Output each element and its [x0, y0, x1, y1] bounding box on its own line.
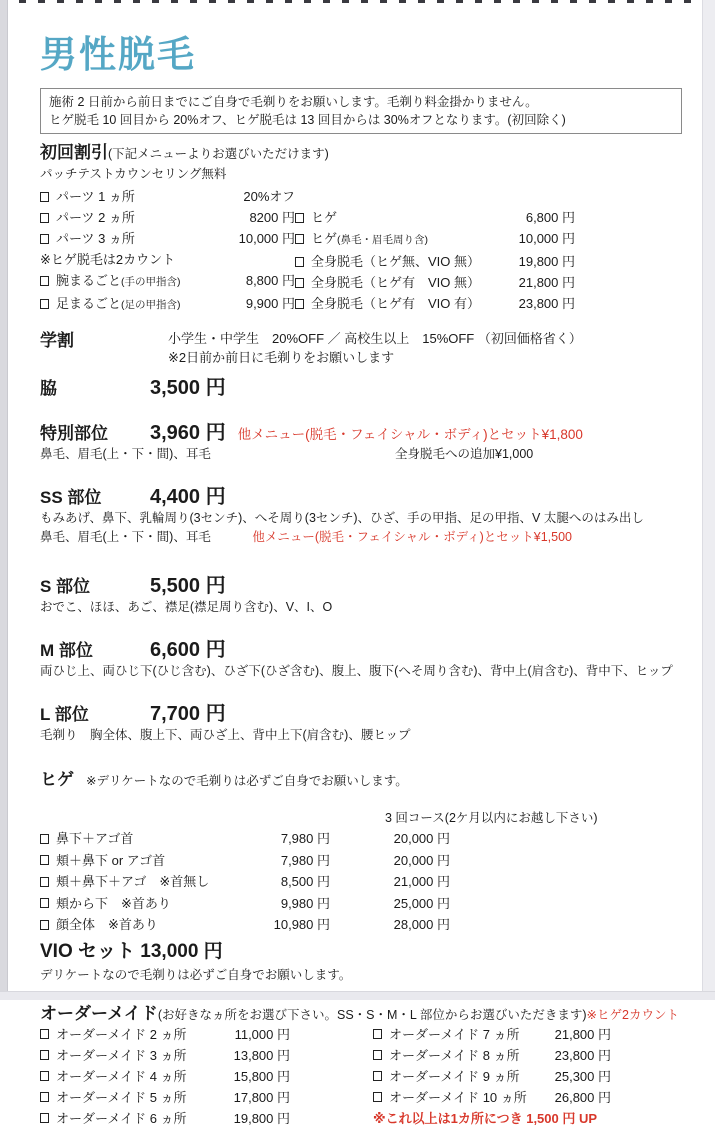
- scan-top-perforation: [0, 0, 715, 3]
- scan-right-edge: [702, 0, 715, 1000]
- section-name: 初回割引: [40, 143, 108, 162]
- item-price: 13,800 円: [233, 1047, 290, 1063]
- section-heading-note: (お好きなヵ所をお選び下さい。SS・S・M・L 部位からお選びいただきます): [157, 1007, 587, 1022]
- item-price: 17,800 円: [233, 1089, 290, 1105]
- checkbox-icon: [40, 877, 49, 887]
- item-price: 10,000 円: [238, 231, 295, 246]
- section-price: 6,600 円: [150, 639, 226, 661]
- checkbox-icon: [40, 299, 49, 309]
- ordermade-left-column: [40, 1024, 290, 1129]
- menu-item-row: [40, 207, 295, 228]
- first-visit-heading: [40, 138, 682, 163]
- set-discount-note: 他メニュー(脱毛・フェイシャル・ボディ)とセット¥1,500: [252, 530, 572, 544]
- menu-item-row: [40, 1045, 290, 1066]
- checkbox-icon: [295, 234, 304, 244]
- extra-charge-note: ※これ以上は1カ所につき 1,500 円 UP: [373, 1110, 598, 1126]
- item-label: パーツ 1 ヵ所: [56, 189, 135, 204]
- section-name: 学割: [40, 331, 74, 350]
- hige-section: [40, 765, 682, 936]
- item-price: 19,800 円: [518, 254, 575, 269]
- item-price: 9,900 円: [245, 296, 295, 311]
- ordermade-right-column: [373, 1024, 611, 1129]
- student-discount-note: ※2日前か前日に毛剃りをお願いします: [168, 350, 395, 365]
- item-label: オーダーメイド 7 ヵ所: [389, 1026, 520, 1042]
- item-label: 頬から下 ※首あり: [56, 895, 171, 911]
- first-visit-right-column: [295, 207, 575, 316]
- vio-heading: VIO セット 13,000 円: [40, 940, 223, 962]
- section-price: 5,500 円: [150, 575, 226, 597]
- menu-item-row: [40, 1066, 290, 1087]
- item-label: オーダーメイド 3 ヵ所: [56, 1047, 187, 1063]
- section-name: L 部位: [40, 705, 89, 724]
- item-label: パーツ 2 ヵ所: [56, 210, 135, 225]
- checkbox-icon: [295, 299, 304, 309]
- checkbox-icon: [40, 920, 49, 930]
- menu-item-row: [40, 293, 295, 316]
- item-sublabel: (手の甲指含): [121, 276, 181, 288]
- menu-item-row: [40, 1108, 290, 1129]
- item-price: 8200 円: [249, 210, 295, 225]
- item-course-price: 21,000 円: [393, 874, 450, 889]
- menu-item-row: [295, 228, 575, 251]
- course-column-header: 3 回コース(2ケ月以内にお越し下さい): [385, 811, 598, 825]
- checkbox-icon: [373, 1092, 382, 1102]
- section-description: おでこ、ほほ、あご、襟足(襟足周り含む)、V、I、O: [40, 600, 333, 614]
- scan-left-edge: [0, 0, 8, 1000]
- section-name: S 部位: [40, 577, 91, 596]
- section-name: 特別部位: [40, 424, 108, 443]
- student-discount-section: [40, 326, 682, 367]
- item-price: 9,980 円: [280, 895, 330, 911]
- checkbox-icon: [40, 1113, 49, 1123]
- checkbox-icon: [40, 834, 49, 844]
- fullbody-add-note: 全身脱毛への追加¥1,000: [395, 447, 534, 461]
- item-course-price: 20,000 円: [393, 831, 450, 846]
- item-label: 頬＋鼻下 or アゴ首: [56, 852, 166, 868]
- item-price: 7,980 円: [280, 831, 330, 846]
- section-description: 両ひじ上、両ひじ下(ひじ含む)、ひざ下(ひざ含む)、腹上、腹下(へそ周り含む)、背中上(肩含む)、背中下、ヒップ: [40, 664, 673, 678]
- hige-price-table: [40, 808, 682, 936]
- item-price: 20%オフ: [243, 189, 295, 204]
- item-price: 11,000 円: [234, 1026, 290, 1042]
- menu-item-row: [373, 1066, 611, 1087]
- checkbox-icon: [40, 1029, 49, 1039]
- item-label: オーダーメイド 4 ヵ所: [56, 1068, 187, 1084]
- item-label: オーダーメイド 5 ヵ所: [56, 1089, 187, 1105]
- section-price: 3,500 円: [150, 377, 226, 399]
- item-course-price: 25,000 円: [393, 895, 450, 911]
- menu-item-row: [373, 1087, 611, 1108]
- item-label: 鼻下＋アゴ首: [56, 831, 134, 846]
- item-sublabel: (鼻毛・眉毛周り含): [337, 234, 429, 246]
- item-label: 足まるごと: [56, 296, 122, 311]
- item-label: 頬＋鼻下＋アゴ ※首無し: [56, 874, 210, 889]
- special-parts-section: [40, 416, 682, 464]
- checkbox-icon: [373, 1050, 382, 1060]
- item-label: 顔全体 ※首あり: [56, 917, 158, 932]
- item-label: パーツ 3 ヵ所: [56, 231, 135, 246]
- menu-item-row: [40, 1087, 290, 1108]
- menu-item-row: [40, 186, 295, 207]
- checkbox-icon: [40, 192, 49, 202]
- section-description: 毛剃り 胸全体、腹上下、両ひざ上、背中上下(肩含む)、腰ヒップ: [40, 728, 411, 742]
- checkbox-icon: [40, 1092, 49, 1102]
- checkbox-icon: [40, 234, 49, 244]
- item-price: 23,800 円: [518, 296, 575, 311]
- waki-section: [40, 371, 682, 400]
- item-course-price: 28,000 円: [393, 917, 450, 932]
- menu-item-row: [40, 893, 682, 915]
- item-price: 10,980 円: [273, 917, 330, 932]
- menu-item-row: [40, 1024, 290, 1045]
- checkbox-icon: [40, 898, 49, 908]
- menu-item-row: [40, 871, 682, 893]
- first-visit-left-column: [40, 186, 295, 316]
- menu-item-row: [40, 228, 295, 249]
- page-content: [40, 24, 682, 1129]
- menu-item-row: [295, 272, 575, 293]
- menu-item-row: [295, 207, 575, 228]
- item-label: 全身脱毛（ヒゲ有 VIO 無）: [311, 275, 481, 290]
- item-price: 6,800 円: [525, 210, 575, 225]
- item-label: ヒゲ: [311, 231, 338, 246]
- section-heading-note: (下記メニューよりお選びいただけます): [108, 147, 329, 161]
- notice-line: 施術 2 日前から前日までにご自身で毛剃りをお願いします。毛剃り料金掛かりません。: [49, 95, 538, 109]
- section-name: 脇: [40, 379, 57, 398]
- m-parts-section: [40, 633, 682, 681]
- item-label: オーダーメイド 9 ヵ所: [389, 1068, 520, 1084]
- item-price: 8,800 円: [245, 273, 295, 288]
- item-label: 腕まるごと: [56, 273, 122, 288]
- menu-item-row: [40, 828, 682, 850]
- item-price: 15,800 円: [233, 1068, 290, 1084]
- checkbox-icon: [373, 1029, 382, 1039]
- checkbox-icon: [295, 257, 304, 267]
- menu-item-row: [295, 293, 575, 314]
- page-title: 男性脱毛: [40, 34, 196, 75]
- ss-parts-section: [40, 480, 682, 547]
- menu-item-row: [40, 270, 295, 293]
- vio-section: [40, 936, 682, 985]
- ordermade-section: [40, 999, 682, 1129]
- item-price: 21,800 円: [518, 275, 575, 290]
- item-label: オーダーメイド 10 ヵ所: [389, 1089, 527, 1105]
- item-price: 25,300 円: [554, 1068, 611, 1084]
- student-discount-line: 小学生・中学生 20%OFF ／ 高校生以上 15%OFF （初回価格省く）: [168, 331, 582, 346]
- item-price: 26,800 円: [554, 1089, 611, 1105]
- first-visit-columns: [40, 186, 682, 316]
- notice-box: [40, 88, 682, 134]
- item-price: 19,800 円: [233, 1110, 290, 1126]
- hige-count-note: ※ヒゲ脱毛は2カウント: [40, 252, 176, 267]
- menu-item-row: [40, 850, 682, 872]
- checkbox-icon: [373, 1071, 382, 1081]
- menu-item-row: [373, 1045, 611, 1066]
- section-description: もみあげ、鼻下、乳輪周り(3センチ)、へそ周り(3センチ)、ひざ、手の甲指、足の甲指、V 太腿へのはみ出し: [40, 511, 644, 525]
- checkbox-icon: [295, 278, 304, 288]
- checkbox-icon: [40, 213, 49, 223]
- section-price: 4,400 円: [150, 486, 226, 508]
- item-label: オーダーメイド 6 ヵ所: [56, 1110, 187, 1126]
- checkbox-icon: [40, 855, 49, 865]
- checkbox-icon: [40, 276, 49, 286]
- checkbox-icon: [40, 1050, 49, 1060]
- item-label: ヒゲ: [311, 210, 338, 225]
- section-name: M 部位: [40, 641, 93, 660]
- section-name: ヒゲ: [40, 770, 74, 789]
- item-label: オーダーメイド 2 ヵ所: [56, 1026, 187, 1042]
- notice-line: ヒゲ脱毛 10 回目から 20%オフ、ヒゲ脱毛は 13 回目からは 30%オフとなります。(初回除く): [49, 113, 566, 127]
- item-price: 8,500 円: [280, 874, 330, 889]
- item-label: オーダーメイド 8 ヵ所: [389, 1047, 520, 1063]
- set-discount-note: 他メニュー(脱毛・フェイシャル・ボディ)とセット¥1,800: [237, 427, 583, 442]
- vio-note: デリケートなので毛剃りは必ずご自身でお願いします。: [40, 967, 352, 982]
- section-name: SS 部位: [40, 488, 102, 507]
- section-description: 鼻毛、眉毛(上・下・間)、耳毛: [40, 530, 211, 544]
- l-parts-section: [40, 697, 682, 745]
- item-price: 7,980 円: [280, 852, 330, 868]
- checkbox-icon: [295, 213, 304, 223]
- item-course-price: 20,000 円: [393, 852, 450, 868]
- section-name: オーダーメイド: [40, 1003, 158, 1023]
- checkbox-icon: [40, 1071, 49, 1081]
- s-parts-section: [40, 569, 682, 617]
- patch-test-note: パッチテストカウンセリング無料: [40, 167, 227, 181]
- section-price: 7,700 円: [150, 703, 226, 725]
- menu-item-row: [373, 1024, 611, 1045]
- item-sublabel: (足の甲指含): [121, 299, 181, 311]
- hige-shaving-note: ※デリケートなので毛剃りは必ずご自身でお願いします。: [86, 774, 408, 788]
- item-label: 全身脱毛（ヒゲ無、VIO 無）: [311, 254, 481, 269]
- hige-count-note: ※ヒゲ2カウント: [586, 1007, 679, 1022]
- item-price: 21,800 円: [554, 1026, 611, 1042]
- section-description: 鼻毛、眉毛(上・下・間)、耳毛: [40, 447, 211, 461]
- menu-item-row: [295, 251, 575, 272]
- item-label: 全身脱毛（ヒゲ有 VIO 有）: [311, 296, 481, 311]
- menu-item-row: [40, 914, 682, 936]
- item-price: 10,000 円: [518, 231, 575, 246]
- item-price: 23,800 円: [554, 1047, 611, 1063]
- section-price: 3,960 円: [150, 422, 226, 444]
